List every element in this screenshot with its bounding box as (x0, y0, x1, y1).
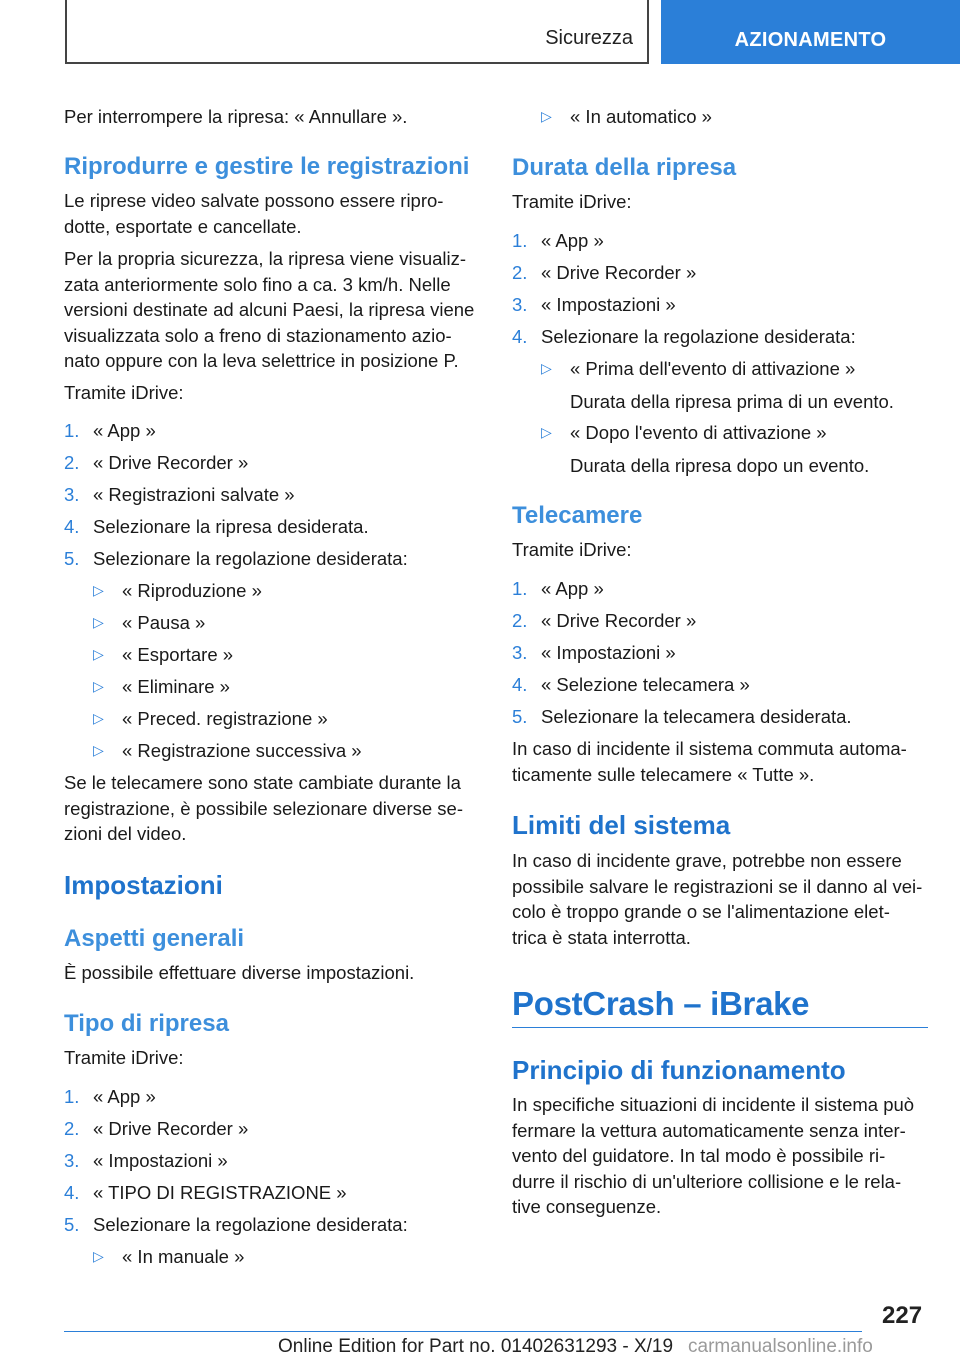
paragraph-via-idrive-2: Tramite iDrive: (64, 1047, 184, 1068)
paragraph-via-idrive: Tramite iDrive: (64, 382, 184, 403)
list-number: 5. (64, 548, 80, 569)
list-text: Selezionare la regolazione desiderata: (541, 326, 856, 347)
text-line: dotte, esportate e cancellate. (64, 215, 302, 237)
bullet-text: « In automatico » (570, 106, 712, 127)
text-line: visualizzata solo a freno di stazionamento azio- (64, 324, 452, 346)
list-number: 1. (512, 578, 528, 599)
bullet-text: « Preced. registrazione » (122, 708, 328, 729)
text-line: durre il rischio di un'ulteriore collisione e le rela- (512, 1170, 902, 1192)
text-line: trica è stata interrotta. (512, 926, 691, 948)
list-number: 3. (512, 642, 528, 663)
heading-general: Aspetti generali (64, 925, 245, 952)
list-text: « Registrazioni salvate » (93, 484, 295, 505)
list-number: 2. (512, 610, 528, 631)
header-section-tab (65, 0, 649, 64)
bullet-text: « Pausa » (122, 612, 206, 633)
list-text: Selezionare la regolazione desiderata: (93, 1214, 408, 1235)
heading-duration: Durata della ripresa (512, 154, 737, 181)
section-title: Sicurezza (545, 27, 633, 49)
paragraph-safety (64, 246, 482, 374)
list-text: « Impostazioni » (541, 642, 676, 663)
list-text: Selezionare la telecamera desiderata. (541, 706, 852, 727)
triangle-bullet-icon: ▷ (93, 678, 104, 694)
triangle-bullet-icon: ▷ (93, 614, 104, 630)
footer-divider (64, 1331, 862, 1332)
triangle-bullet-icon: ▷ (541, 360, 552, 376)
list-text: « Drive Recorder » (541, 610, 697, 631)
list-text: « App » (93, 420, 156, 441)
list-number: 4. (512, 674, 528, 695)
text-line: zioni del video. (64, 823, 187, 844)
heading-cameras: Telecamere (512, 502, 643, 529)
list-number: 3. (64, 1150, 80, 1171)
list-text: Selezionare la regolazione desiderata: (93, 548, 408, 569)
text-line: Per la propria sicurezza, la ripresa viene visualiz- (64, 248, 467, 269)
bullet-text: « Esportare » (122, 644, 234, 665)
triangle-bullet-icon: ▷ (541, 108, 552, 124)
triangle-bullet-icon: ▷ (541, 424, 552, 440)
triangle-bullet-icon: ▷ (93, 646, 104, 662)
footer-edition: Online Edition for Part no. 01402631293 - X/19 (278, 1336, 674, 1357)
chapter-title: AZIONAMENTO (734, 29, 887, 51)
list-number: 4. (64, 1182, 80, 1203)
list-number: 2. (64, 452, 80, 473)
page-number: 227 (882, 1302, 923, 1329)
list-number: 1. (512, 230, 528, 251)
triangle-bullet-icon: ▷ (93, 1248, 104, 1264)
paragraph-general: È possibile effettuare diverse impostazioni. (64, 962, 415, 983)
text-line: colo è troppo grande o se l'alimentazione elet- (512, 901, 890, 922)
list-number: 3. (64, 484, 80, 505)
text-line: registrazione, è possibile selezionare diverse se- (64, 797, 463, 819)
triangle-bullet-icon: ▷ (93, 742, 104, 758)
bullet-text: « Dopo l'evento di attivazione » (570, 422, 827, 443)
bullet-text: « Prima dell'evento di attivazione » (570, 358, 856, 379)
bullet-description: Durata della ripresa prima di un evento. (570, 391, 894, 412)
heading-underline (512, 1027, 928, 1028)
text-line: In caso di incidente il sistema commuta automa- (512, 738, 907, 759)
list-number: 2. (64, 1118, 80, 1139)
triangle-bullet-icon: ▷ (93, 582, 104, 598)
list-text: « Drive Recorder » (541, 262, 697, 283)
list-text: « App » (541, 578, 604, 599)
list-text: « Impostazioni » (93, 1150, 228, 1171)
list-text: « Impostazioni » (541, 294, 676, 315)
heading-principle: Principio di funzionamento (512, 1055, 846, 1085)
text-line: In caso di incidente grave, potrebbe non essere (512, 850, 902, 871)
text-line: fermare la vettura automaticamente senza inter- (512, 1119, 906, 1141)
text-line: versioni destinate ad alcuni Paesi, la ripresa viene (64, 299, 475, 320)
list-number: 2. (512, 262, 528, 283)
text-line: nato oppure con la leva selettrice in posizione P. (64, 350, 459, 371)
text-line: possibile salvare le registrazioni se il danno al vei- (512, 875, 923, 897)
paragraph-via-idrive: Tramite iDrive: (512, 191, 632, 212)
paragraph-principle (512, 1092, 930, 1220)
list-number: 5. (512, 706, 528, 727)
list-number: 1. (64, 420, 80, 441)
list-text: « Drive Recorder » (93, 1118, 249, 1139)
paragraph-saved-videos (64, 188, 482, 239)
heading-recording-type: Tipo di ripresa (64, 1010, 229, 1037)
list-number: 5. (64, 1214, 80, 1235)
heading-settings: Impostazioni (64, 870, 223, 900)
bullet-text: « Riproduzione » (122, 580, 262, 601)
list-text: « Drive Recorder » (93, 452, 249, 473)
footer-watermark: carmanualsonline.info (688, 1336, 873, 1357)
text-line: In specifiche situazioni di incidente il sistema può (512, 1094, 915, 1115)
list-text: « TIPO DI REGISTRAZIONE » (93, 1182, 347, 1203)
text-line: Se le telecamere sono state cambiate durante la (64, 772, 461, 793)
list-number: 4. (64, 516, 80, 537)
paragraph-stop-recording: Per interrompere la ripresa: « Annullare ». (64, 106, 408, 127)
heading-system-limits: Limiti del sistema (512, 810, 731, 840)
paragraph-limits (512, 848, 930, 950)
text-line: tive conseguenze. (512, 1196, 662, 1217)
bullet-text: « In manuale » (122, 1246, 245, 1267)
text-line: vento del guidatore. In tal modo è possibile ri- (512, 1145, 886, 1166)
list-text: « App » (93, 1086, 156, 1107)
list-number: 4. (512, 326, 528, 347)
header-chapter-tab (661, 0, 960, 64)
paragraph-incident (512, 736, 930, 787)
paragraph-cameras-changed (64, 770, 482, 847)
paragraph-via-idrive-2: Tramite iDrive: (512, 539, 632, 560)
triangle-bullet-icon: ▷ (93, 710, 104, 726)
heading-play-recordings: Riprodurre e gestire le registrazioni (64, 153, 470, 180)
bullet-text: « Registrazione successiva » (122, 740, 362, 761)
text-line: ticamente sulle telecamere « Tutte ». (512, 763, 815, 785)
list-text: « Selezione telecamera » (541, 674, 750, 695)
list-text: Selezionare la ripresa desiderata. (93, 516, 369, 537)
text-line: Le riprese video salvate possono essere ripro- (64, 190, 444, 211)
list-text: « App » (541, 230, 604, 251)
list-number: 1. (64, 1086, 80, 1107)
list-number: 3. (512, 294, 528, 315)
bullet-description: Durata della ripresa dopo un evento. (570, 455, 870, 476)
heading-postcrash-ibrake: PostCrash – iBrake (512, 985, 810, 1022)
text-line: zata anteriormente solo fino a ca. 3 km/h. Nelle (64, 273, 451, 295)
bullet-text: « Eliminare » (122, 676, 230, 697)
